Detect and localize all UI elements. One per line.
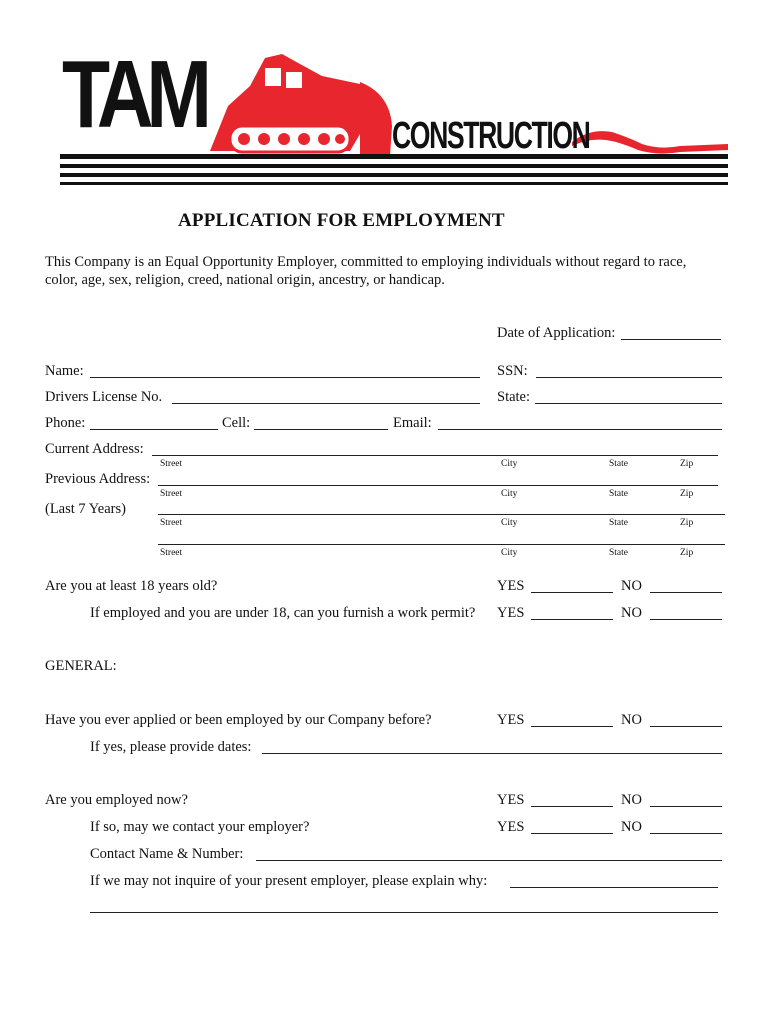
- date-field[interactable]: [621, 339, 721, 340]
- q-explain-field[interactable]: [510, 887, 718, 888]
- ssn-label: SSN:: [497, 363, 528, 379]
- q-contact-yes-label: YES: [497, 819, 525, 835]
- previous-address-label: Previous Address:: [45, 471, 151, 487]
- previous-address-field-2[interactable]: [158, 514, 725, 515]
- q-permit-yes-label: YES: [497, 605, 525, 621]
- email-field[interactable]: [438, 429, 722, 430]
- q-age-yes-field[interactable]: [531, 592, 613, 593]
- date-label: Date of Application:: [497, 325, 616, 341]
- q-applied-yes-field[interactable]: [531, 726, 613, 727]
- q-employed-yes-label: YES: [497, 792, 525, 808]
- company-logo: [60, 41, 728, 194]
- q-dates-field[interactable]: [262, 753, 722, 754]
- intro-text-line1: This Company is an Equal Opportunity Employer, committed to employing individuals without regard to race,: [45, 254, 687, 270]
- addr2-street-caption: Street: [160, 489, 183, 499]
- q-explain-field-2[interactable]: [90, 912, 718, 913]
- q-employed-label: Are you employed now?: [45, 792, 188, 808]
- addr2-state-caption: State: [609, 489, 628, 499]
- current-address-field[interactable]: [152, 455, 718, 456]
- form-title: APPLICATION FOR EMPLOYMENT: [178, 210, 505, 231]
- q-explain-label: If we may not inquire of your present employer, please explain why:: [90, 873, 488, 889]
- q-contact-no-label: NO: [621, 819, 642, 835]
- q-applied-no-label: NO: [621, 712, 642, 728]
- license-field[interactable]: [172, 403, 480, 404]
- q-age-no-label: NO: [621, 578, 642, 594]
- previous-address-field[interactable]: [158, 485, 718, 486]
- addr2-city-caption: City: [501, 489, 518, 499]
- addr3-street-caption: Street: [160, 518, 183, 528]
- current-address-label: Current Address:: [45, 441, 144, 457]
- logo-brand-sub: CONSTRUCTION: [392, 115, 590, 157]
- q-contact-label: If so, may we contact your employer?: [90, 819, 310, 835]
- state-field[interactable]: [535, 403, 722, 404]
- q-contact-no-field[interactable]: [650, 833, 722, 834]
- addr2-zip-caption: Zip: [680, 489, 694, 499]
- q-employed-no-field[interactable]: [650, 806, 722, 807]
- contact-name-label: Contact Name & Number:: [90, 846, 244, 862]
- phone-label: Phone:: [45, 415, 86, 431]
- name-field[interactable]: [90, 377, 480, 378]
- addr4-city-caption: City: [501, 548, 518, 558]
- q-age-yes-label: YES: [497, 578, 525, 594]
- q-applied-yes-label: YES: [497, 712, 525, 728]
- addr4-state-caption: State: [609, 548, 628, 558]
- q-permit-no-field[interactable]: [650, 619, 722, 620]
- state-label: State:: [497, 389, 531, 405]
- email-label: Email:: [393, 415, 432, 431]
- q-employed-yes-field[interactable]: [531, 806, 613, 807]
- addr3-city-caption: City: [501, 518, 518, 528]
- q-employed-no-label: NO: [621, 792, 642, 808]
- general-heading: GENERAL:: [45, 658, 117, 674]
- license-label: Drivers License No.: [45, 389, 163, 405]
- q-contact-yes-field[interactable]: [531, 833, 613, 834]
- intro-text-line2: color, age, sex, religion, creed, national origin, ancestry, or handicap.: [45, 272, 445, 288]
- q-age-no-field[interactable]: [650, 592, 722, 593]
- addr1-city-caption: City: [501, 459, 518, 469]
- addr1-state-caption: State: [609, 459, 628, 469]
- addr3-state-caption: State: [609, 518, 628, 528]
- q-permit-label: If employed and you are under 18, can you furnish a work permit?: [90, 605, 476, 621]
- addr1-zip-caption: Zip: [680, 459, 694, 469]
- phone-field[interactable]: [90, 429, 218, 430]
- contact-name-field[interactable]: [256, 860, 722, 861]
- q-permit-yes-field[interactable]: [531, 619, 613, 620]
- name-label: Name:: [45, 363, 84, 379]
- q-permit-no-label: NO: [621, 605, 642, 621]
- addr4-zip-caption: Zip: [680, 548, 694, 558]
- addr1-street-caption: Street: [160, 459, 183, 469]
- addr3-zip-caption: Zip: [680, 518, 694, 528]
- last-years-label: (Last 7 Years): [45, 501, 126, 517]
- q-applied-label: Have you ever applied or been employed by our Company before?: [45, 712, 432, 728]
- logo-brand-main: TAM: [62, 41, 205, 148]
- ssn-field[interactable]: [536, 377, 722, 378]
- q-age-label: Are you at least 18 years old?: [45, 578, 218, 594]
- cell-field[interactable]: [254, 429, 388, 430]
- addr4-street-caption: Street: [160, 548, 183, 558]
- q-applied-no-field[interactable]: [650, 726, 722, 727]
- previous-address-field-3[interactable]: [158, 544, 725, 545]
- cell-label: Cell:: [222, 415, 251, 431]
- q-dates-label: If yes, please provide dates:: [90, 739, 252, 755]
